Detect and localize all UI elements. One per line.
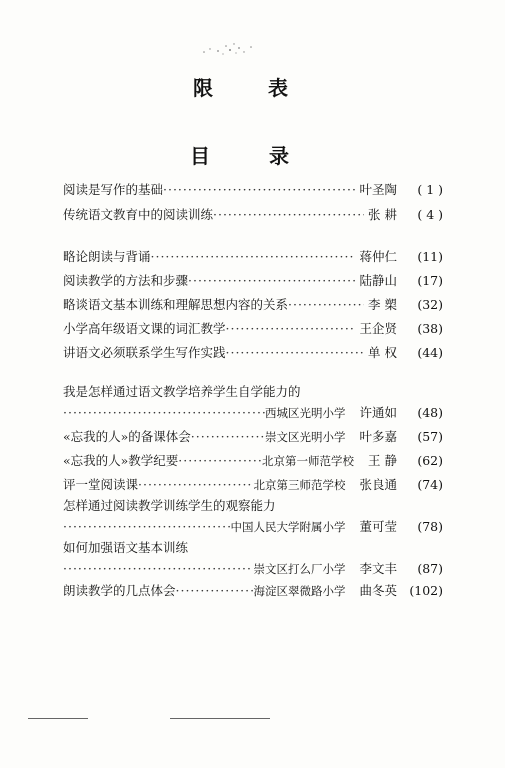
entry-title: 我是怎样通过语文教学培养学生自学能力的 — [63, 384, 301, 399]
entry-page: (48) — [417, 405, 443, 420]
toc-entry — [63, 559, 443, 579]
entry-title: «忘我的人»教学纪要 — [63, 453, 179, 468]
leader-dots — [188, 273, 355, 288]
entry-title: 评一堂阅读课 — [63, 477, 139, 492]
entry-title: 怎样通过阅读教学训练学生的观察能力 — [63, 498, 276, 513]
toc-entry — [63, 403, 443, 423]
entry-school: 崇文区打么厂小学 — [253, 562, 346, 576]
toc-entry — [63, 205, 443, 225]
toc-entry — [63, 247, 443, 267]
toc-entry — [63, 517, 443, 537]
entry-title: 讲语文必须联系学生写作实践 — [63, 345, 226, 360]
entry-author: 董可莹 — [359, 519, 397, 534]
leader-dots — [151, 249, 356, 264]
entry-author: 单 权 — [368, 345, 397, 360]
entry-title: 传统语文教育中的阅读训练 — [63, 207, 214, 222]
entry-author: 叶圣陶 — [359, 182, 397, 197]
scan-edge-line — [170, 718, 270, 719]
toc-entry — [63, 295, 443, 315]
toc-entry — [63, 427, 443, 447]
entry-author: 王企贤 — [359, 321, 397, 336]
entry-author: 张良通 — [359, 477, 397, 492]
entry-author: 陆静山 — [359, 273, 397, 288]
entry-page: ( 4 ) — [417, 207, 443, 222]
entry-title: 略谈语文基本训练和理解思想内容的关系 — [63, 297, 289, 312]
entry-page: (74) — [417, 477, 443, 492]
entry-author: 蒋仲仁 — [359, 249, 397, 264]
entry-title: 如何加强语文基本训练 — [63, 540, 189, 555]
leader-dots — [226, 345, 365, 360]
restricted-label: 限 表 — [193, 76, 312, 100]
leader-dots — [138, 477, 253, 492]
entry-title: 略论朗读与背诵 — [63, 249, 151, 264]
toc-entry — [63, 581, 443, 601]
leader-dots — [213, 207, 364, 222]
entry-page: (11) — [417, 249, 443, 264]
entry-author: 曲冬英 — [359, 583, 397, 598]
entry-page: (32) — [417, 297, 443, 312]
entry-page: (102) — [409, 583, 443, 598]
entry-title: «忘我的人»的备课体会 — [63, 429, 191, 444]
toc-title: 目 录 — [190, 144, 315, 168]
entry-author: 王 静 — [368, 453, 397, 468]
entry-school: 海淀区翠微路小学 — [253, 584, 346, 598]
entry-author: 李 槊 — [368, 297, 397, 312]
leader-dots — [288, 297, 364, 312]
toc-entry — [63, 180, 443, 200]
entry-page: (87) — [417, 561, 443, 576]
leader-dots — [63, 519, 230, 534]
leader-dots — [191, 429, 265, 444]
leader-dots — [176, 583, 254, 598]
entry-page: (78) — [417, 519, 443, 534]
toc-entry — [63, 319, 443, 339]
entry-title: 阅读教学的方法和步骤 — [63, 273, 189, 288]
toc-entry — [63, 451, 443, 471]
entry-author: 李文丰 — [359, 561, 397, 576]
scan-edge-line — [28, 718, 88, 719]
entry-page: (17) — [417, 273, 443, 288]
entry-school: 中国人民大学附属小学 — [230, 520, 346, 534]
leader-dots — [163, 182, 355, 197]
entry-school: 西城区光明小学 — [264, 406, 346, 420]
entry-page: (62) — [417, 453, 443, 468]
entry-page: (44) — [417, 345, 443, 360]
entry-page: (38) — [417, 321, 443, 336]
entry-school: 北京第三师范学校 — [253, 478, 346, 492]
leader-dots — [226, 321, 356, 336]
entry-author: 张 耕 — [368, 207, 397, 222]
leader-dots — [63, 561, 253, 576]
entry-page: (57) — [417, 429, 443, 444]
toc-entry — [63, 271, 443, 291]
entry-title: 小学高年级语文课的词汇教学 — [63, 321, 226, 336]
entry-school: 崇文区光明小学 — [264, 430, 346, 444]
leader-dots — [63, 405, 265, 420]
toc-entry — [63, 475, 443, 495]
entry-author: 许通如 — [359, 405, 397, 420]
leader-dots — [178, 453, 262, 468]
entry-title: 朗读教学的几点体会 — [63, 583, 176, 598]
entry-author: 叶多嘉 — [359, 429, 397, 444]
entry-title: 阅读是写作的基础 — [63, 182, 164, 197]
entry-page: ( 1 ) — [417, 182, 443, 197]
entry-school: 北京第一师范学校 — [262, 454, 355, 468]
toc-entry — [63, 343, 443, 363]
